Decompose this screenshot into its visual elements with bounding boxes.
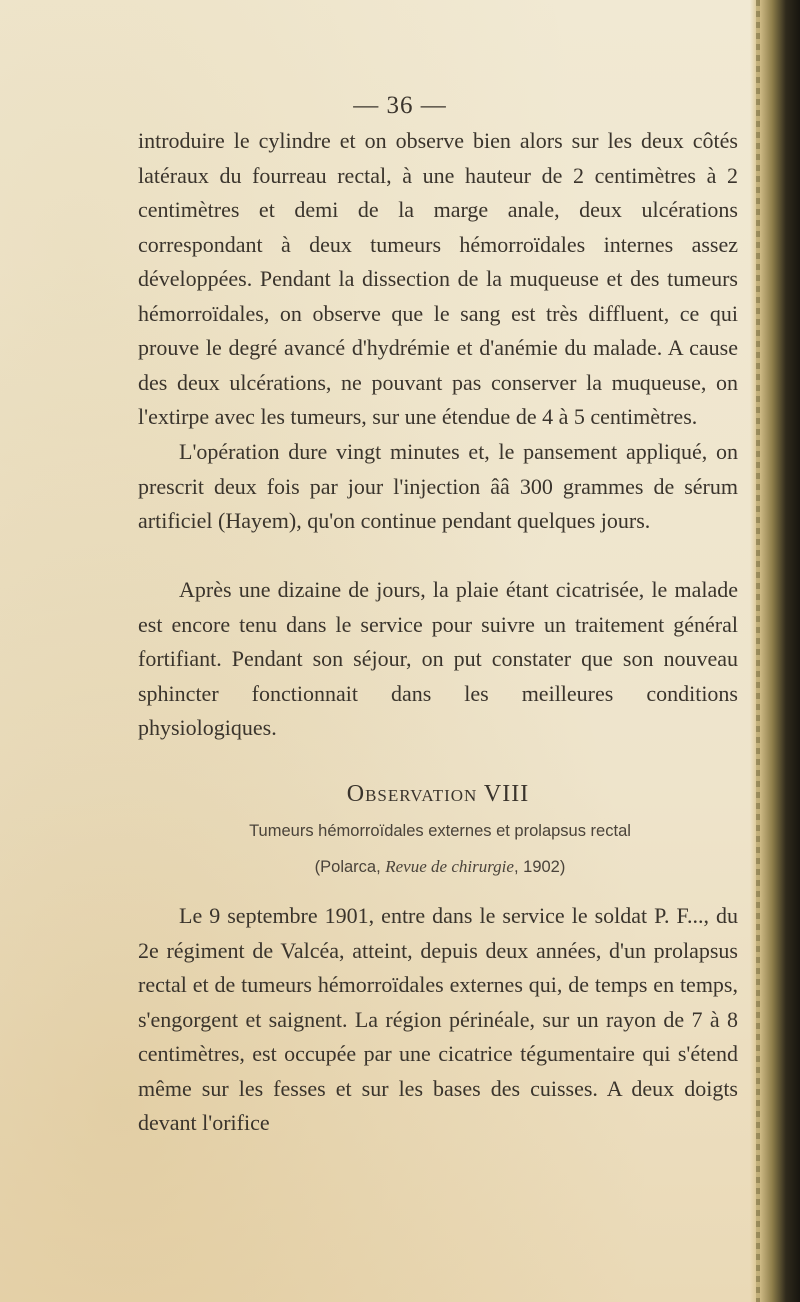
observation-heading: Observation VIII: [346, 781, 530, 807]
source-suffix: , 1902): [513, 858, 566, 876]
observation-source: [100, 857, 780, 877]
page-number: — 36 —: [353, 92, 447, 119]
observation-subtitle: Tumeurs hémorroïdales externes et prolapsus rectal: [249, 822, 631, 840]
book-spine-edge: [756, 0, 760, 1302]
paragraph-4: Le 9 septembre 1901, entre dans le service le soldat P. F..., du 2e régiment de Valcéa, atteint, depuis deux années, d'un prolapsus rectal et de tumeurs hémorroïdales externes qui, de temps en temps, s'engorgent et saignent. La région périnéale, sur un rayon de 7 à 8 centimètres, est occupée par une cicatrice tégumentaire qui s'étend même sur les fesses et sur les bases des cuisses. A deux doigts devant l'orifice: [138, 903, 738, 1135]
paragraph-2: L'opération dure vingt minutes et, le pansement appliqué, on prescrit deux fois par jour l'injection ââ 300 grammes de sérum artificiel (Hayem), qu'on continue pendant quelques jours.: [138, 439, 738, 533]
paragraph-1: introduire le cylindre et on observe bien alors sur les deux côtés latéraux du fourreau rectal, à une hauteur de 2 centimètres à 2 centimètres et demi de la marge anale, deux ulcérations correspondant à deux tumeurs hémorroïdales internes assez développées. Pendant la dissection de la muqueuse et des tumeurs hémorroïdales, on observe que le sang est très diffluent, ce qui prouve le degré avancé d'hydrémie et d'anémie du malade. A cause des deux ulcérations, ne pouvant pas conserver la muqueuse, on l'extirpe avec les tumeurs, sur une étendue de 4 à 5 centimètres.: [138, 128, 738, 429]
source-prefix: (Polarca,: [314, 858, 386, 876]
paragraph-3: Après une dizaine de jours, la plaie étant cicatrisée, le malade est encore tenu dans le service pour suivre un traitement général fortifiant. Pendant son séjour, on put constater que son nouveau sphincter fonctionnait dans les meilleures conditions physiologiques.: [138, 577, 738, 740]
source-journal: Revue de chirurgie: [385, 857, 514, 876]
